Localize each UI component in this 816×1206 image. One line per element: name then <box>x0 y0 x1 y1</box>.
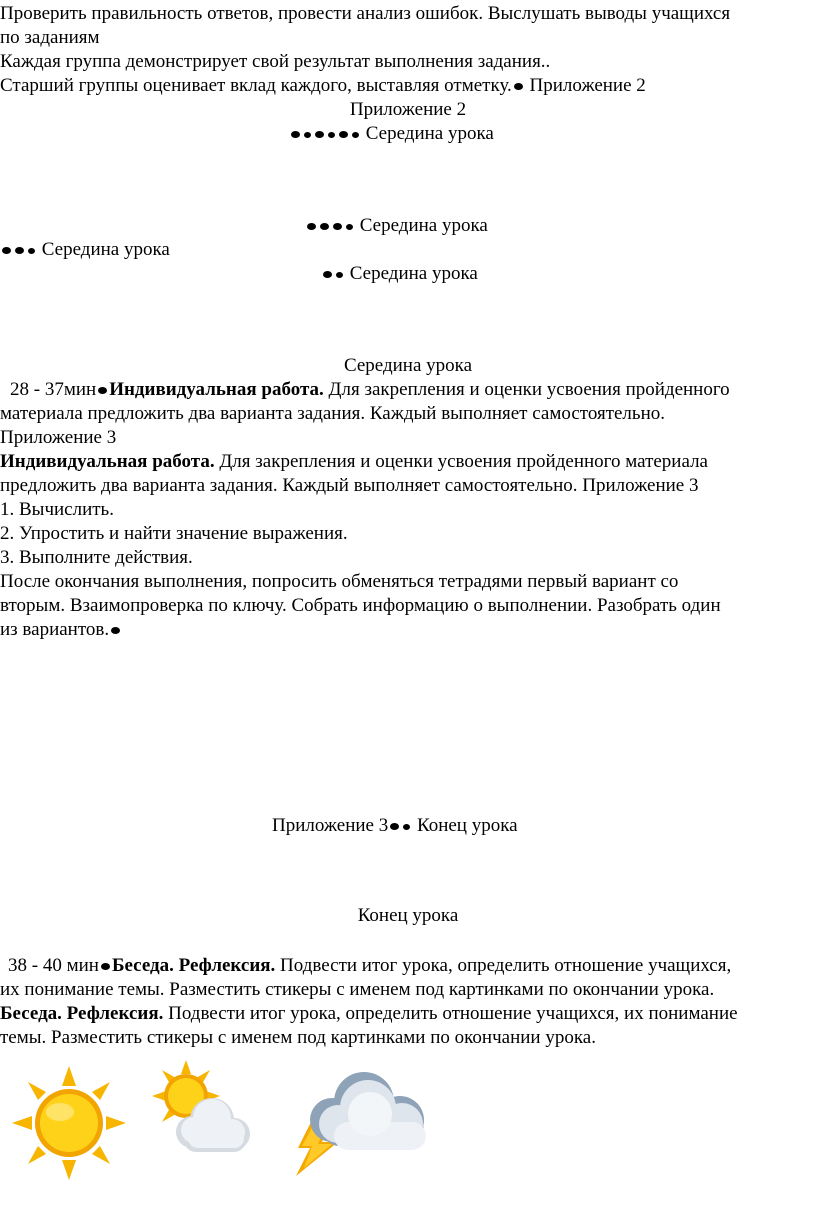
section-label: Конец урока <box>357 905 459 926</box>
dots-label-line <box>305 214 488 237</box>
bullet-dot <box>28 248 35 254</box>
section-label: Середина урока <box>343 355 473 376</box>
list-item: 1. Вычислить. <box>0 499 114 520</box>
text-line: по заданиям <box>0 27 100 48</box>
bullet-dot <box>352 132 359 138</box>
bold-heading: Индивидуальная работа. <box>109 379 324 400</box>
section-label: Середина урока <box>359 215 488 236</box>
dots-label-line <box>289 122 494 145</box>
bullet-dot <box>291 131 300 138</box>
time-label: 28 - 37мин <box>10 379 97 400</box>
bullet-dot <box>101 963 110 970</box>
bullet-dot <box>320 223 329 230</box>
section-label: Конец урока <box>416 815 518 836</box>
sun-icon <box>10 1064 128 1182</box>
appendix-heading: Приложение 2 <box>349 99 467 120</box>
list-item: 3. Выполните действия. <box>0 547 193 568</box>
bullet-dot <box>328 132 335 138</box>
text-line: Проверить правильность ответов, провести анализ ошибок. Выслушать выводы учащихся <box>0 3 731 24</box>
text-segment: Для закрепления и оценки усвоения пройденного материала <box>214 451 708 472</box>
text-line <box>272 814 518 837</box>
text-line: материала предложить два варианта задания. Каждый выполняет самостоятельно. <box>0 403 665 424</box>
section-label: Середина урока <box>365 123 494 144</box>
text-segment: из вариантов. <box>0 619 110 640</box>
bullet-dot <box>390 823 399 830</box>
bold-heading: Индивидуальная работа. <box>0 451 215 472</box>
bullet-dot <box>323 271 332 278</box>
bullet-dot <box>315 131 324 138</box>
bullet-dot <box>333 223 342 230</box>
time-label: 38 - 40 мин <box>8 955 99 976</box>
bullet-dot <box>336 272 343 278</box>
dots-label-line <box>0 238 170 261</box>
text-segment: Подвести итог урока, определить отношение учащихся, <box>275 955 732 976</box>
text-line: предложить два варианта задания. Каждый выполняет самостоятельно. Приложение 3 <box>0 475 699 496</box>
bullet-dot <box>339 131 348 138</box>
text-segment: Старший группы оценивает вклад каждого, выставляя отметку. <box>0 75 512 96</box>
list-item: 2. Упростить и найти значение выражения. <box>0 523 348 544</box>
storm-cloud-icon <box>280 1064 436 1178</box>
text-line: Каждая группа демонстрирует свой результат выполнения задания.. <box>0 51 551 72</box>
text-segment: Подвести итог урока, определить отношение учащихся, их понимание <box>163 1003 738 1024</box>
bullet-dot <box>403 824 410 830</box>
bullet-dot <box>304 132 311 138</box>
bullet-dot <box>15 247 24 254</box>
text-segment: Для закрепления и оценки усвоения пройденного <box>323 379 730 400</box>
text-line: вторым. Взаимопроверка по ключу. Собрать информацию о выполнении. Разобрать один <box>0 595 721 616</box>
text-line <box>0 618 122 641</box>
bullet-dot <box>307 223 316 230</box>
section-label: Середина урока <box>349 263 478 284</box>
bullet-dot <box>2 247 11 254</box>
bullet-dot <box>111 627 120 634</box>
bold-heading: Беседа. Рефлексия. <box>0 1003 164 1024</box>
text-line: После окончания выполнения, попросить обменяться тетрадями первый вариант со <box>0 571 679 592</box>
bullet-dot <box>346 224 353 230</box>
sun-behind-cloud-icon <box>150 1058 258 1160</box>
bold-heading: Беседа. Рефлексия. <box>111 955 276 976</box>
text-line <box>0 450 816 473</box>
text-line <box>10 378 730 401</box>
text-line: их понимание темы. Разместить стикеры с именем под картинками по окончании урока. <box>0 979 715 1000</box>
bullet-dot <box>514 83 523 90</box>
text-line <box>0 1002 738 1025</box>
bullet-dot <box>98 387 107 394</box>
section-label: Середина урока <box>41 239 170 260</box>
text-line: Приложение 3 <box>0 427 117 448</box>
dots-label-line <box>321 262 478 285</box>
text-line <box>8 954 731 977</box>
text-line: темы. Разместить стикеры с именем под картинками по окончании урока. <box>0 1027 596 1048</box>
text-line <box>0 74 646 97</box>
text-segment: Приложение 2 <box>524 75 646 96</box>
appendix-label: Приложение 3 <box>272 815 389 836</box>
